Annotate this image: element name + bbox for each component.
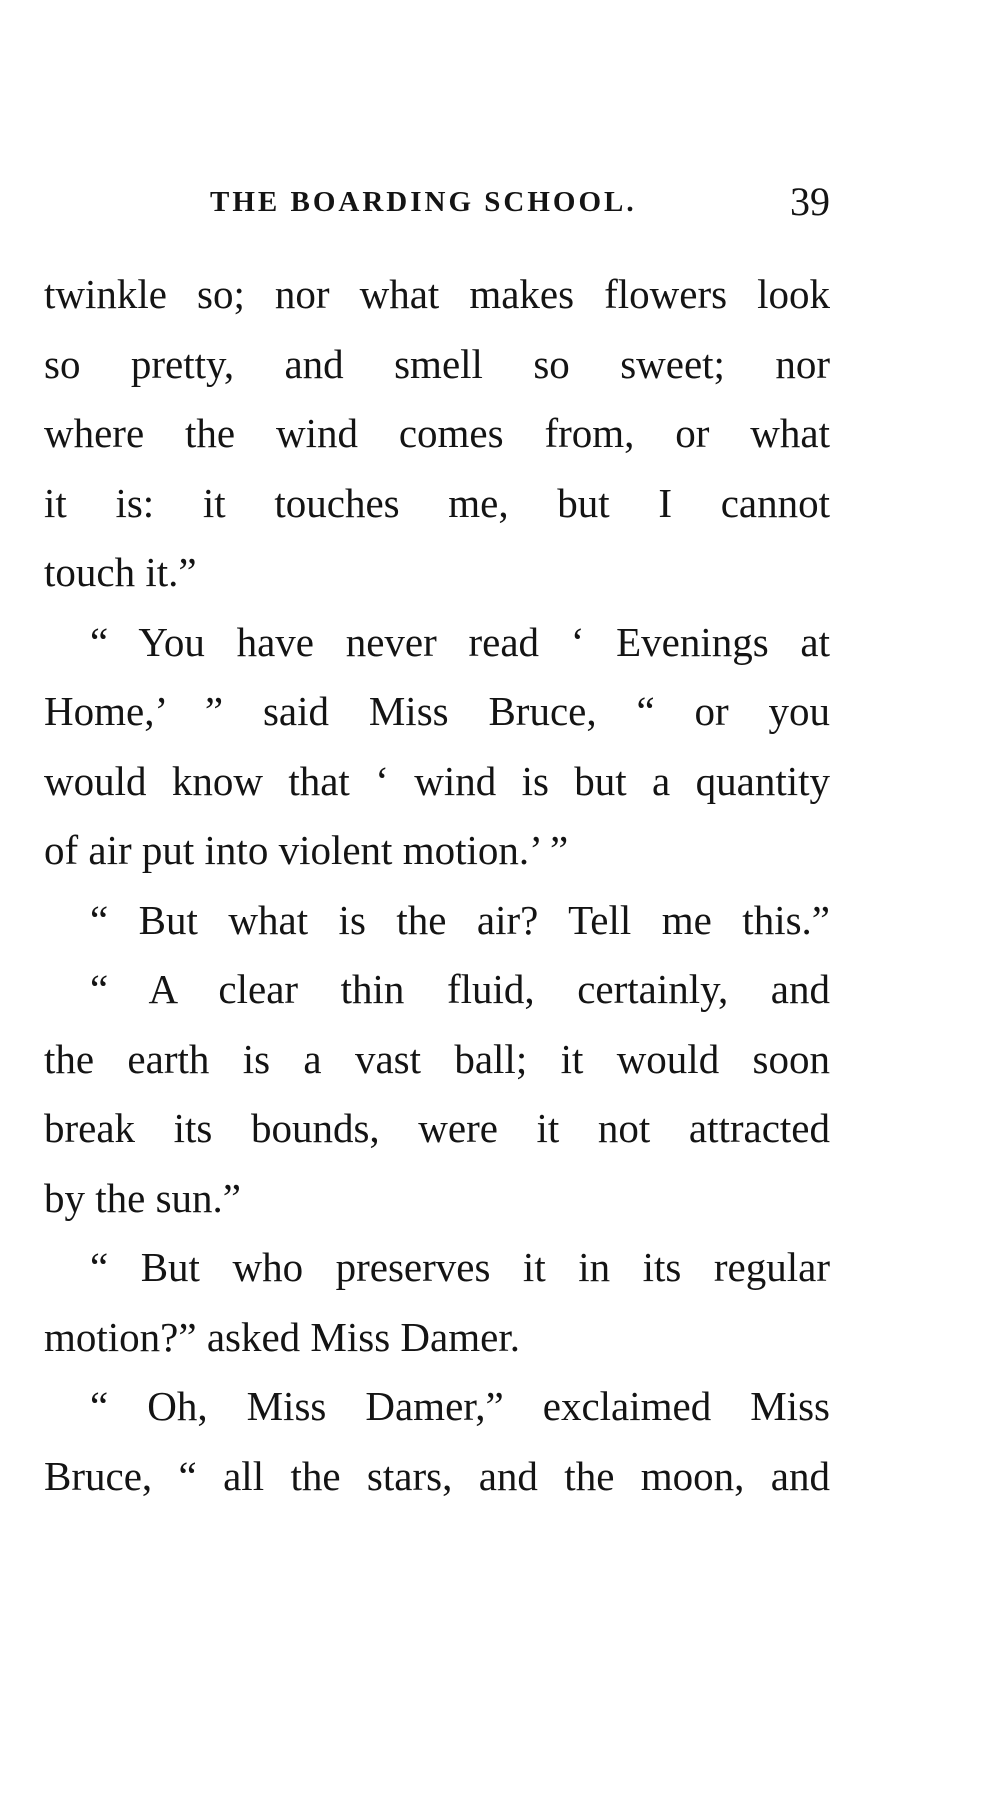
text-line: where the wind comes from, or what xyxy=(44,410,830,456)
text-line: so pretty, and smell so sweet; nor xyxy=(44,340,830,387)
text-line: the earth is a vast ball; it would soon xyxy=(44,1035,830,1082)
text-line: of air put into violent motion.’ ” xyxy=(44,827,569,873)
text-line: Home,’ ” said Miss Bruce, “ or you xyxy=(44,688,830,734)
text-line: touch it.” xyxy=(44,549,197,595)
text-line: “ Oh, Miss Damer,” exclaimed Miss xyxy=(90,1383,830,1429)
text-line: “ A clear thin fluid, certainly, and xyxy=(90,966,830,1012)
text-line: “ You have never read ‘ Evenings at xyxy=(90,618,830,665)
running-title: THE BOARDING SCHOOL. xyxy=(210,186,637,218)
page-header xyxy=(210,178,830,228)
text-line: twinkle so; nor what makes flowers look xyxy=(44,271,830,317)
text-line: motion?” asked Miss Damer. xyxy=(44,1313,520,1360)
text-line: by the sun.” xyxy=(44,1174,241,1221)
body-text xyxy=(44,260,830,1511)
text-line: Bruce, “ all the stars, and the moon, and xyxy=(44,1452,830,1499)
text-line: would know that ‘ wind is but a quantity xyxy=(44,757,830,804)
page-number: 39 xyxy=(790,179,830,224)
text-line: “ But who preserves it in its regular xyxy=(90,1244,830,1290)
text-line: it is: it touches me, but I cannot xyxy=(44,479,830,526)
text-line: “ But what is the air? Tell me this.” xyxy=(90,896,830,943)
text-line: break its bounds, were it not attracted xyxy=(44,1105,830,1151)
